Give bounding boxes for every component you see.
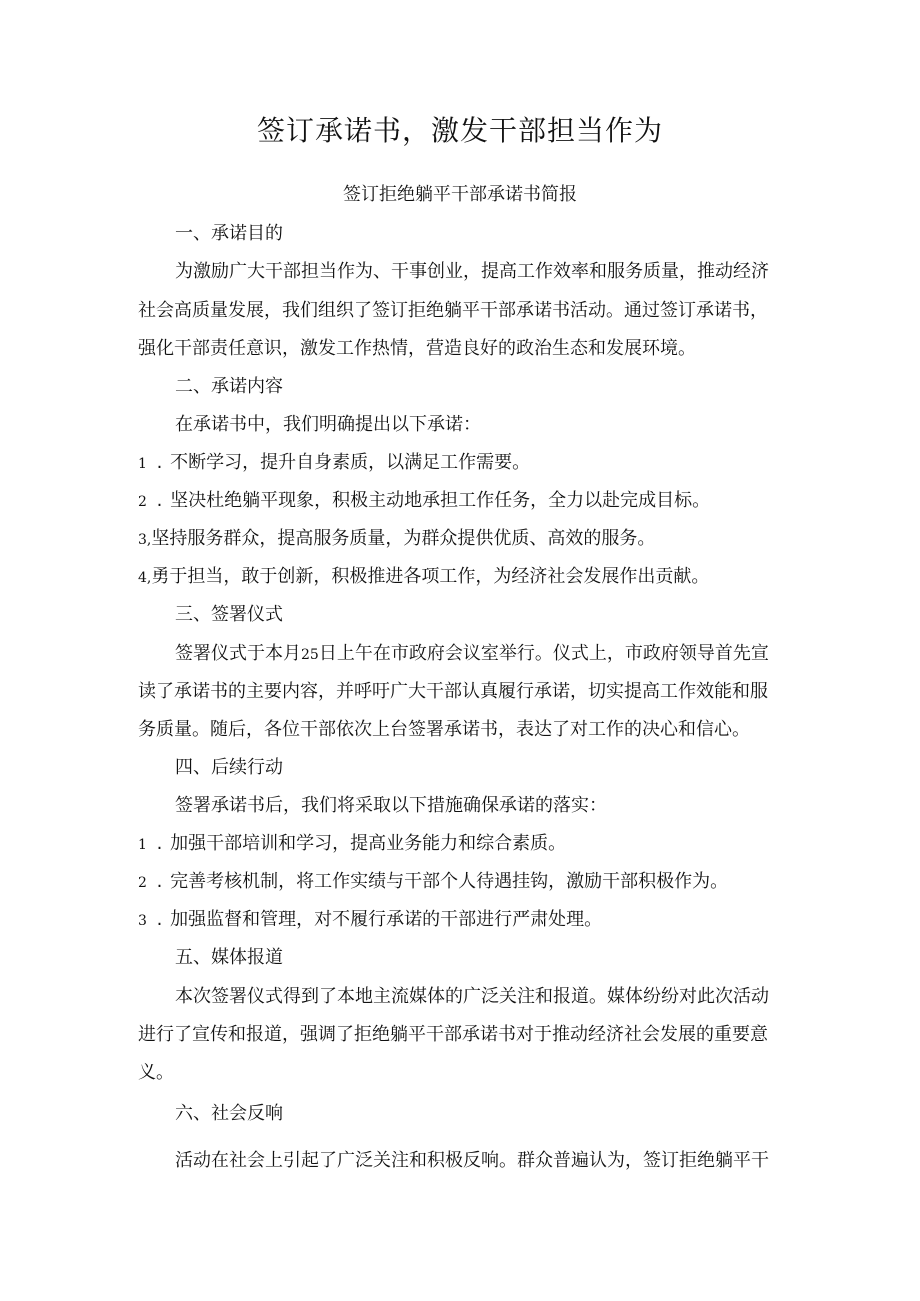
section-heading-ceremony: 三、签署仪式 (175, 604, 283, 625)
paragraph-line: 本次签署仪式得到了本地主流媒体的广泛关注和报道。媒体纷纷对此次活动 (175, 986, 769, 1007)
list-item-text: 加强干部培训和学习，提高业务能力和综合素质。 (170, 833, 567, 854)
paragraph-line: 进行了宣传和报道，强调了拒绝躺平干部承诺书对于推动经济社会发展的重要意 (138, 1024, 768, 1045)
paragraph-line: 务质量。随后，各位干部依次上台签署承诺书，表达了对工作的决心和信心。 (138, 719, 750, 740)
list-item (138, 563, 709, 592)
list-item-text: 坚持服务群众，提高服务质量，为群众提供优质、高效的服务。 (151, 528, 656, 549)
list-item-separator: . (156, 833, 163, 854)
list-item-number: 1 (138, 456, 147, 472)
list-item (138, 525, 655, 554)
section-heading-media: 五、媒体报道 (175, 947, 283, 968)
list-item-separator: . (156, 452, 163, 473)
paragraph-line: 签署承诺书后，我们将采取以下措施确保承诺的落实： (175, 795, 607, 816)
list-item-number: 1 (138, 837, 147, 853)
list-item-text: 勇于担当，敢于创新，积极推进各项工作，为经济社会发展作出贡献。 (151, 566, 710, 587)
paragraph-line: 活动在社会上引起了广泛关注和积极反响。群众普遍认为，签订拒绝躺平干 (175, 1150, 769, 1171)
list-item-separator: . (156, 909, 163, 930)
paragraph-line: 义。 (138, 1062, 174, 1083)
paragraph-line: 强化干部责任意识，激发工作热情，营造良好的政治生态和发展环境。 (138, 338, 696, 359)
paragraph-line: 为激励广大干部担当作为、干事创业，提高工作效率和服务质量，推动经济 (175, 261, 769, 282)
list-item (138, 830, 566, 859)
section-heading-follow-up: 四、后续行动 (175, 757, 283, 778)
section-heading-purpose: 一、承诺目的 (175, 223, 283, 244)
list-item-number: 3 (138, 913, 147, 929)
list-item-text: 加强监督和管理，对不履行承诺的干部进行严肃处理。 (170, 909, 603, 930)
paragraph-text: 签署仪式于本月 (175, 643, 301, 664)
list-item-text: 不断学习，提升自身素质，以满足工作需要。 (170, 452, 531, 473)
section-heading-response: 六、社会反响 (175, 1103, 283, 1124)
paragraph-text: 日上午在市政府会议室举行。仪式上，市政府领导首先宣 (318, 643, 769, 664)
list-item-number: 2 (138, 494, 147, 510)
paragraph-line: 社会高质量发展，我们组织了签订拒绝躺平干部承诺书活动。通过签订承诺书， (138, 300, 768, 321)
list-item-number: 4, (138, 570, 152, 586)
list-item (138, 487, 710, 516)
list-item-text: 坚决杜绝躺平现象，积极主动地承担工作任务，全力以赴完成目标。 (170, 490, 711, 511)
paragraph-line: 读了承诺书的主要内容，并呼吁广大干部认真履行承诺，切实提高工作效能和服 (138, 681, 768, 702)
document-subtitle: 签订拒绝躺平干部承诺书简报 (343, 184, 577, 205)
list-item (138, 868, 728, 897)
list-item (138, 906, 602, 935)
list-item-text: 完善考核机制，将工作实绩与干部个人待遇挂钩，激励干部积极作为。 (170, 871, 729, 892)
paragraph-line: 在承诺书中，我们明确提出以下承诺： (175, 414, 481, 435)
document-title: 签订承诺书，激发干部担当作为 (256, 114, 663, 147)
section-heading-content: 二、承诺内容 (175, 376, 283, 397)
list-item-separator: . (156, 871, 163, 892)
list-item (138, 449, 530, 478)
list-item-number: 2 (138, 875, 147, 891)
list-item-number: 3, (138, 532, 152, 548)
date-number: 25 (301, 647, 319, 663)
paragraph-line (175, 640, 769, 669)
list-item-separator: . (156, 490, 163, 511)
